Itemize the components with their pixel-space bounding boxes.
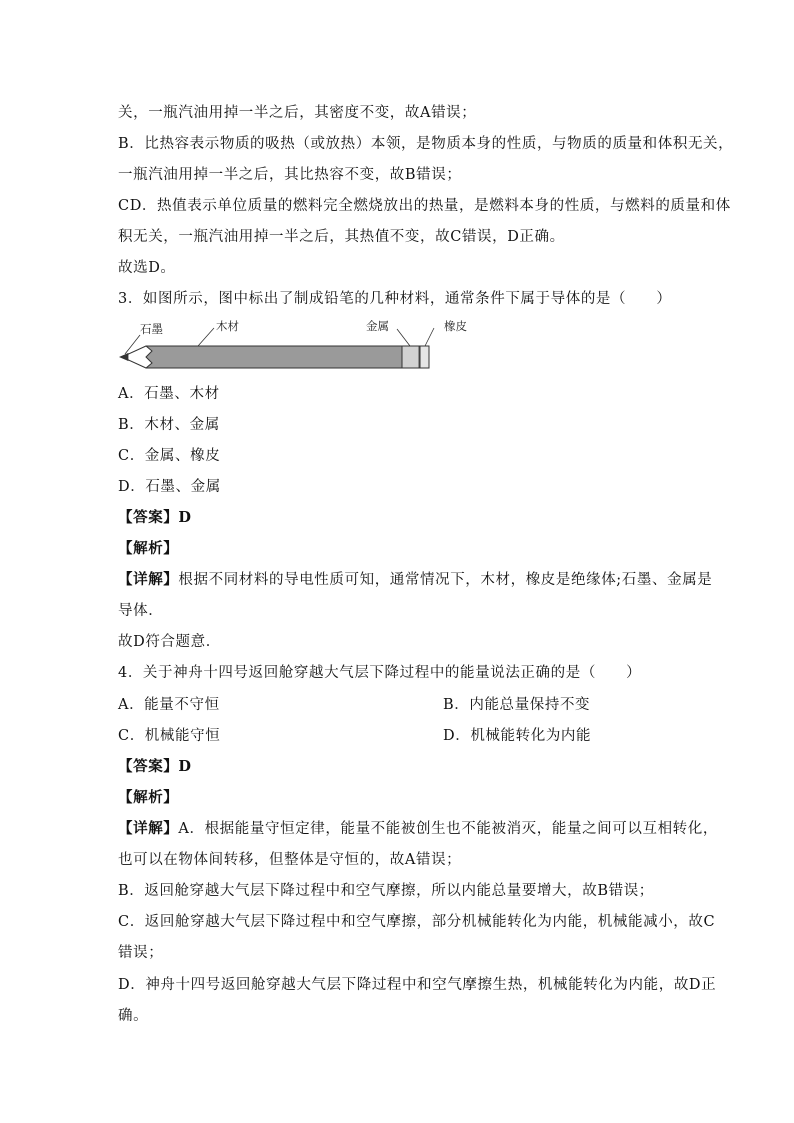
q4-option-c: C．机械能守恒: [118, 728, 221, 744]
leader-line-rubber: [425, 328, 434, 346]
q3-detail-line: [118, 570, 712, 590]
q3-option-c: C．金属、橡皮: [118, 448, 221, 464]
q3-option-b: B．木材、金属: [118, 417, 220, 433]
q4-option-a: A．能量不守恒: [118, 697, 220, 713]
text-line: B．比热容表示物质的吸热（或放热）本领，是物质本身的性质，与物质的质量和体积无关，: [118, 136, 734, 152]
pencil-metal-ferrule: [402, 346, 420, 368]
q3-analysis-heading: 【解析】: [118, 540, 179, 557]
q4-option-d: D．机械能转化为内能: [443, 728, 592, 744]
q3-detail-text: 根据不同材料的导电性质可知，通常情况下，木材，橡皮是绝缘体;石墨、金属是: [178, 572, 713, 588]
q4-detail-line: C．返回舱穿越大气层下降过程中和空气摩擦，部分机械能转化为内能，机械能减小，故C: [118, 914, 716, 930]
pencil-graphite-lead: [120, 354, 128, 361]
q3-detail-line: 故D符合题意．: [118, 634, 221, 650]
text-line: 一瓶汽油用掉一半之后，其比热容不变，故B错误；: [118, 167, 462, 183]
label-wood: 木材: [216, 319, 239, 333]
text-line: 故选D。: [118, 260, 176, 276]
q4-detail-text: A．根据能量守恒定律，能量不能被创生也不能被消灭，能量之间可以互相转化，: [178, 821, 718, 837]
label-metal: 金属: [366, 319, 389, 333]
q4-analysis-heading: 【解析】: [118, 789, 179, 806]
question-3-stem: 3．如图所示，图中标出了制成铅笔的几种材料，通常条件下属于导体的是（ ）: [118, 291, 672, 307]
text-line: 关，一瓶汽油用掉一半之后，其密度不变，故A错误；: [118, 105, 477, 121]
label-graphite: 石墨: [140, 322, 163, 336]
q4-answer: 【答案】D: [118, 758, 192, 775]
q4-detail-line: D．神舟十四号返回舱穿越大气层下降过程中和空气摩擦生热，机械能转化为内能，故D正: [118, 977, 717, 993]
q3-answer: 【答案】D: [118, 509, 192, 526]
leader-line-metal: [397, 329, 410, 346]
text-line: CD．热值表示单位质量的燃料完全燃烧放出的热量，是燃料本身的性质，与燃料的质量和体: [118, 198, 731, 214]
q3-detail-tag: 【详解】: [118, 571, 179, 588]
q4-detail-line: [118, 819, 718, 839]
label-rubber: 橡皮: [444, 319, 467, 333]
pencil-figure: [112, 318, 472, 374]
q4-detail-line: 也可以在物体间转移，但整体是守恒的，故A错误；: [118, 852, 462, 868]
q3-detail-line: 导体．: [118, 603, 164, 619]
q4-detail-line: 确。: [118, 1008, 149, 1024]
question-4-stem: 4．关于神舟十四号返回舱穿越大气层下降过程中的能量说法正确的是（ ）: [118, 665, 642, 681]
q4-detail-tag: 【详解】: [118, 820, 179, 837]
q3-option-a: A．石墨、木材: [118, 386, 220, 402]
pencil-eraser: [420, 346, 429, 368]
q4-detail-line: 错误；: [118, 945, 164, 961]
pencil-wood-body: [146, 346, 402, 368]
q4-detail-line: B．返回舱穿越大气层下降过程中和空气摩擦，所以内能总量要增大，故B错误；: [118, 883, 654, 899]
text-line: 积无关，一瓶汽油用掉一半之后，其热值不变，故C错误，D正确。: [118, 229, 565, 245]
q3-option-d: D．石墨、金属: [118, 479, 221, 495]
q4-option-b: B．内能总量保持不变: [443, 697, 591, 713]
leader-line-wood: [198, 328, 214, 346]
